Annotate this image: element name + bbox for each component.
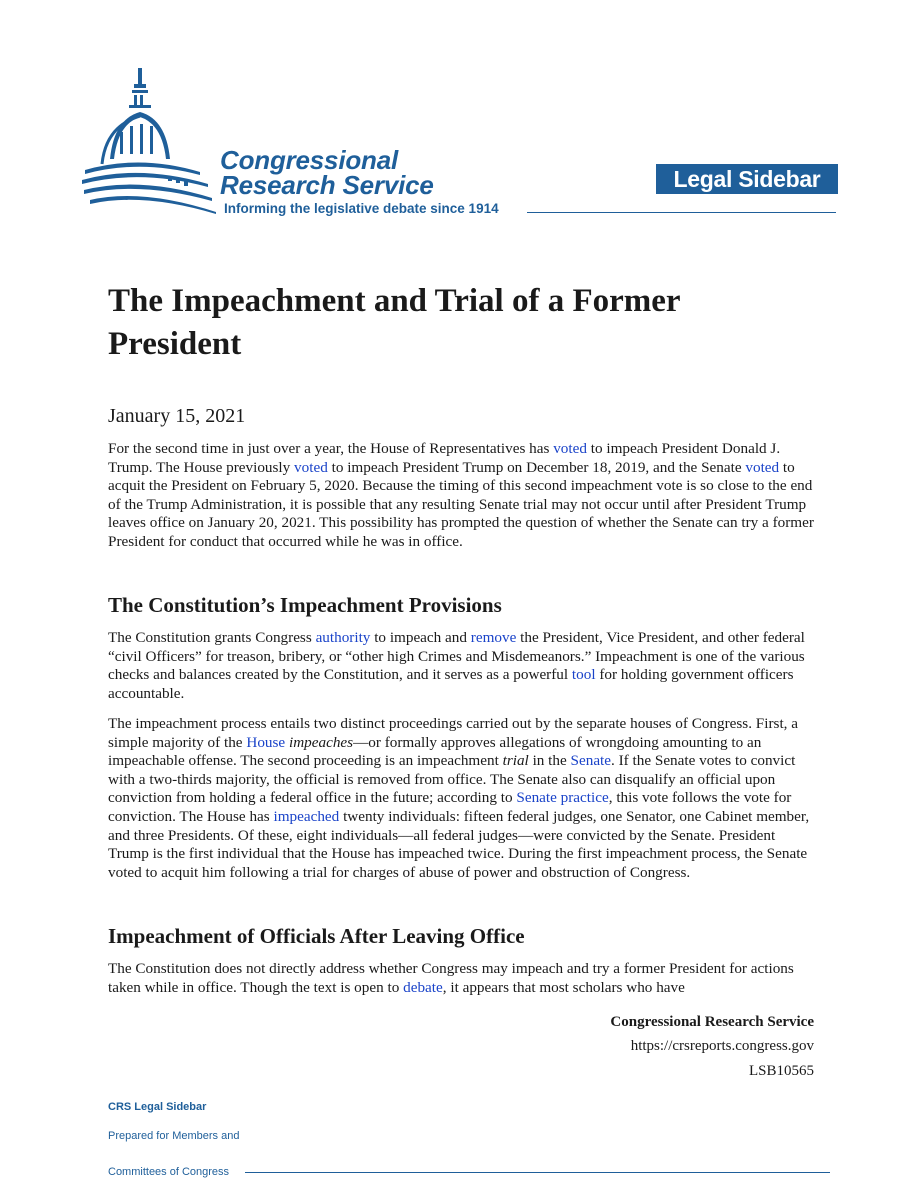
paragraph-text: in the <box>528 752 571 770</box>
paragraph-text: twenty individuals: fifteen federal judges, one Senator, one Cabinet member, and three Presidents. Of these, eight individuals—all federal judges—were convicted by the Senate. President Trump is the first individual that the House has impeached twice. During the first impeachment process, the Senate voted to acquit him following a trial for charges of abuse of power and obstruction of Congress. <box>108 807 810 881</box>
intro-paragraph <box>108 440 814 552</box>
emphasis-text: impeaches <box>288 733 354 751</box>
section-heading-provisions: The Constitution’s Impeachment Provisions <box>108 593 502 617</box>
paragraph-text: to impeach President Donald J. Trump. The House previously <box>108 440 781 476</box>
paragraph-text: —or formally approves allegations of wrongdoing amounting to an impeachable offense. The second proceeding is an impeachment <box>108 733 762 770</box>
paragraph-text: The Constitution grants Congress <box>108 629 316 646</box>
inline-link[interactable]: remove <box>470 629 517 646</box>
crs-capitol-dome-logo <box>80 64 220 214</box>
paragraph-text: , it appears that most scholars who have <box>442 978 685 996</box>
paragraph-text: For the second time in just over a year, the House of Representatives has <box>108 440 554 457</box>
inline-link[interactable]: impeached <box>273 807 340 825</box>
inline-link[interactable]: Senate <box>570 752 612 770</box>
publication-date: January 15, 2021 <box>108 405 246 427</box>
paragraph-text: , this vote follows the vote for conviction. The House has <box>108 789 792 825</box>
footer-org-name: Congressional Research Service <box>610 1014 814 1030</box>
provisions-paragraph-1 <box>108 629 814 703</box>
inline-link[interactable]: authority <box>315 629 371 646</box>
bottom-prepared-for: Prepared for Members and <box>108 1130 240 1142</box>
bottom-series-label: CRS Legal Sidebar <box>108 1101 207 1113</box>
report-id: LSB10565 <box>748 1063 814 1079</box>
paragraph-text: The Constitution does not directly address whether Congress may impeach and try a former President for actions taken while in office. Though the text is open to <box>108 960 794 996</box>
inline-link[interactable]: Senate practice <box>516 789 609 807</box>
paragraph-text: for holding government officers accountable. <box>108 666 794 702</box>
bottom-divider <box>245 1172 830 1173</box>
provisions-paragraph-2 <box>108 715 814 882</box>
page-title: The Impeachment and Trial of a Former President <box>108 283 680 362</box>
paragraph-text: The impeachment process entails two distinct proceedings carried out by the separate houses of Congress. First, a simple majority of the <box>108 715 799 751</box>
tagline: Informing the legislative debate since 1914 <box>224 201 499 216</box>
header-divider <box>527 212 836 213</box>
footer-url[interactable]: https://crsreports.congress.gov <box>630 1038 814 1054</box>
org-name-line1: Congressional <box>220 145 398 175</box>
inline-link[interactable]: voted <box>553 440 587 457</box>
after-office-paragraph <box>108 960 814 997</box>
paragraph-text: to impeach and <box>370 629 471 646</box>
inline-link[interactable]: voted <box>745 458 780 476</box>
paragraph-text: to acquit the President on February 5, 2020. Because the timing of this second impeachment vote is so close to the end of the Trump Administration, it is possible that any resulting Senate trial may not occur until after President Trump leaves office on January 20, 2021. This possibility has prompted the question of whether the Senate can try a former President for conduct that occurred while he was in office. <box>108 458 814 550</box>
inline-link[interactable]: voted <box>294 458 328 476</box>
paragraph-text: to impeach President Trump on December 18, 2019, and the Senate <box>327 458 746 476</box>
paragraph-text: . If the Senate votes to convict with a two-thirds majority, the official is removed from office. The Senate also can disqualify an official upon conviction from holding a federal office in the future; according to <box>108 752 796 807</box>
paragraph-text: the President, Vice President, and other federal “civil Officers” for treason, bribery, or “other high Crimes and Misdemeanors.” Impeachment is one of the various checks and balances created by the Constitution, and it serves as a powerful <box>108 629 805 684</box>
legal-sidebar-badge: Legal Sidebar <box>656 164 838 194</box>
inline-link[interactable]: tool <box>571 666 596 684</box>
inline-link[interactable]: debate <box>403 978 443 996</box>
section-heading-after-office: Impeachment of Officials After Leaving Office <box>108 924 525 948</box>
bottom-committees: Committees of Congress <box>108 1166 230 1178</box>
org-name-line2: Research Service <box>220 170 434 200</box>
emphasis-text: trial <box>502 752 529 770</box>
inline-link[interactable]: House <box>246 733 286 751</box>
